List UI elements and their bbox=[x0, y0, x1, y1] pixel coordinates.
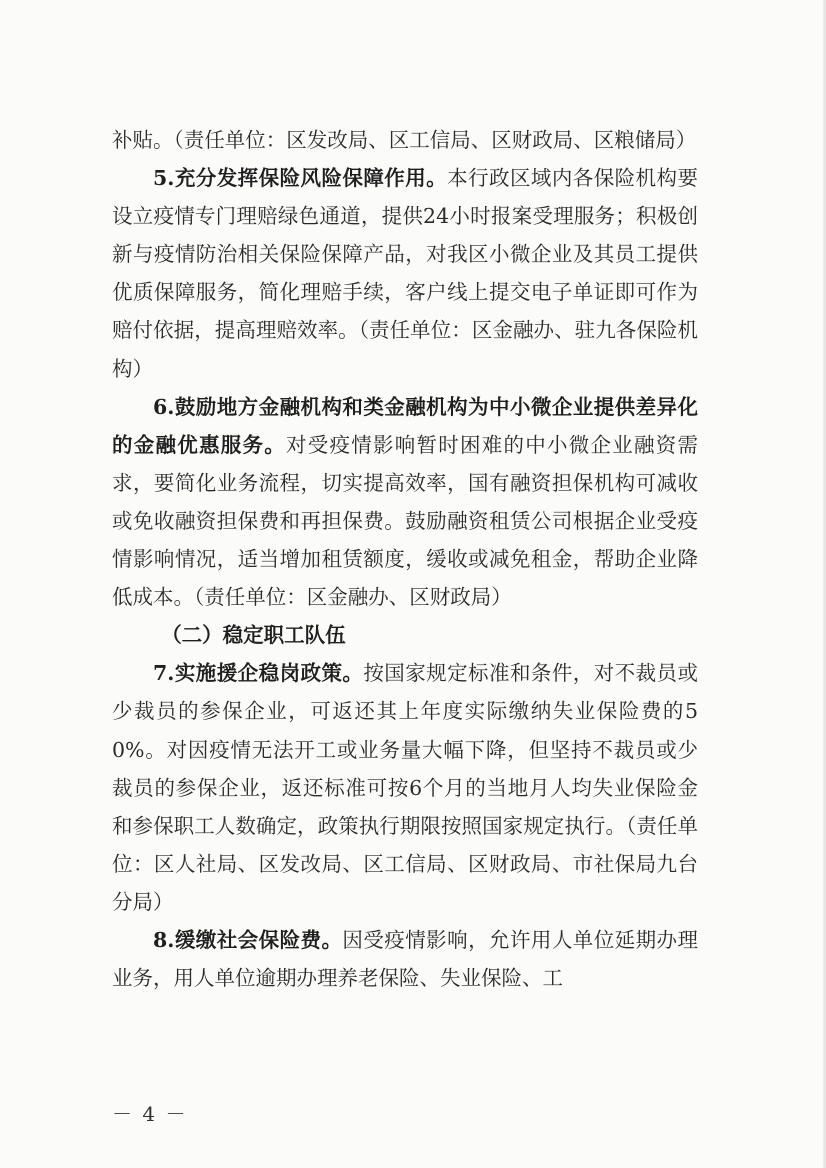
paragraph-continuation bbox=[112, 121, 698, 159]
item-6-text: 对受疫情影响暂时困难的中小微企业融资需求，要简化业务流程，切实提高效率，国有融资担保机构可减收或免收融资担保费和再担保费。鼓励融资租赁公司根据企业受疫情影响情况，适当增加租赁额度，缓收或减免租金，帮助企业降低成本。（责任单位：区金融办、区财政局） bbox=[112, 432, 698, 610]
item-5-text: 本行政区域内各保险机构要设立疫情专门理赔绿色通道，提供24小时报案受理服务；积极创新与疫情防治相关保险保障产品，对我区小微企业及其员工提供优质保障服务，简化理赔手续，客户线上提交电子单证即可作为赔付依据，提高理赔效率。（责任单位：区金融办、驻九各保险机构） bbox=[112, 166, 699, 381]
paragraph-text: 补贴。（责任单位：区发改局、区工信局、区财政局、区粮储局） bbox=[112, 128, 697, 152]
section-heading: （二）稳定职工队伍 bbox=[161, 623, 346, 648]
document-body bbox=[112, 121, 698, 997]
item-7-text: 按国家规定标准和条件，对不裁员或少裁员的参保企业，可返还其上年度实际缴纳失业保险费的50%。对因疫情无法开工或业务量大幅下降，但坚持不裁员或少裁员的参保企业，返还标准可按6个月的当地月人均失业保险金和参保职工人数确定，政策执行期限按照国家规定执行。（责任单位：区人社局、区发改局、区工信局、区财政局、市社保局九台分局） bbox=[112, 661, 698, 914]
paragraph-item-7 bbox=[112, 654, 698, 921]
item-6-heading: 6.鼓励地方金融机构和类金融机构为中小微企业提供差异化的金融优惠服务。 bbox=[112, 394, 698, 457]
item-8-heading: 8.缓缴社会保险费。 bbox=[153, 927, 343, 952]
item-8-text: 因受疫情影响，允许用人单位延期办理业务，用人单位逾期办理养老保险、失业保险、工 bbox=[112, 927, 699, 991]
paragraph-item-6 bbox=[112, 388, 698, 617]
page-number: － 4 － bbox=[112, 1102, 188, 1126]
item-5-heading: 5.充分发挥保险风险保障作用。 bbox=[153, 166, 448, 191]
item-7-heading: 7.实施援企稳岗政策。 bbox=[153, 661, 364, 686]
paragraph-item-5 bbox=[112, 159, 698, 388]
paragraph-item-8 bbox=[112, 921, 698, 997]
